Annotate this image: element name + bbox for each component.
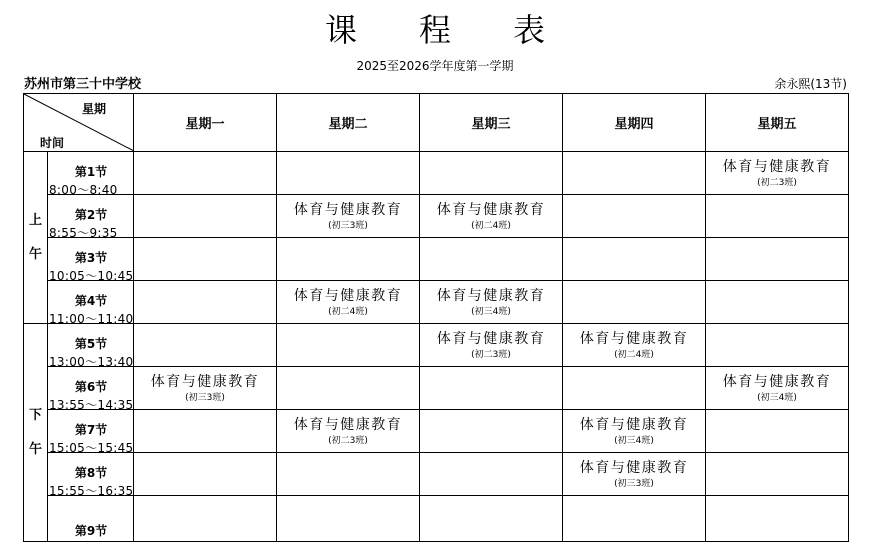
period-name: 第7节 bbox=[74, 423, 108, 437]
schedule-cell[interactable] bbox=[134, 238, 277, 281]
schedule-cell[interactable] bbox=[277, 367, 420, 410]
subject-name: 体育与健康教育 bbox=[579, 460, 689, 476]
schedule-cell[interactable] bbox=[706, 453, 849, 496]
day-header-wed: 星期三 bbox=[420, 94, 563, 152]
period-time: 13:55～14:35 bbox=[49, 398, 134, 412]
schedule-cell[interactable] bbox=[277, 281, 420, 324]
subject-name: 体育与健康教育 bbox=[579, 417, 689, 433]
subject-name: 体育与健康教育 bbox=[150, 374, 260, 390]
period-row bbox=[24, 410, 849, 453]
period-label-cell bbox=[48, 324, 134, 367]
subject-name: 体育与健康教育 bbox=[722, 374, 832, 390]
schedule-cell[interactable] bbox=[134, 281, 277, 324]
schedule-cell[interactable] bbox=[420, 496, 563, 542]
period-row bbox=[24, 195, 849, 238]
afternoon-label bbox=[24, 324, 48, 542]
schedule-cell[interactable] bbox=[134, 496, 277, 542]
schedule-cell[interactable] bbox=[420, 324, 563, 367]
term-subtitle: 2025至2026学年度第一学期 bbox=[356, 59, 514, 73]
schedule-cell[interactable] bbox=[706, 324, 849, 367]
subject-name: 体育与健康教育 bbox=[722, 159, 832, 175]
period-row bbox=[24, 324, 849, 367]
schedule-cell[interactable] bbox=[706, 281, 849, 324]
period-row bbox=[24, 152, 849, 195]
class-name: (初二3班) bbox=[471, 350, 511, 360]
class-name: (初三3班) bbox=[328, 221, 368, 231]
schedule-cell[interactable] bbox=[563, 195, 706, 238]
schedule-cell[interactable] bbox=[706, 195, 849, 238]
period-row bbox=[24, 238, 849, 281]
day-header-tue: 星期二 bbox=[277, 94, 420, 152]
class-name: (初二4班) bbox=[614, 350, 654, 360]
page-title: 课程表 bbox=[324, 11, 607, 49]
period-time: 15:05～15:45 bbox=[49, 441, 134, 455]
period-row bbox=[24, 496, 849, 542]
period-time: 10:05～10:45 bbox=[49, 269, 134, 283]
period-row bbox=[24, 281, 849, 324]
morning-label bbox=[24, 152, 48, 324]
schedule-cell[interactable] bbox=[420, 367, 563, 410]
schedule-cell[interactable] bbox=[277, 410, 420, 453]
period-row bbox=[24, 367, 849, 410]
period-time: 15:55～16:35 bbox=[49, 484, 134, 498]
class-name: (初三4班) bbox=[614, 436, 654, 446]
schedule-cell[interactable] bbox=[420, 410, 563, 453]
schedule-cell[interactable] bbox=[706, 367, 849, 410]
period-row bbox=[24, 453, 849, 496]
schedule-cell[interactable] bbox=[563, 152, 706, 195]
corner-header bbox=[24, 94, 134, 152]
corner-time-label: 时间 bbox=[40, 136, 65, 150]
timetable bbox=[23, 93, 849, 542]
schedule-cell[interactable] bbox=[420, 152, 563, 195]
schedule-cell[interactable] bbox=[134, 453, 277, 496]
period-label-cell bbox=[48, 152, 134, 195]
corner-day-label: 星期 bbox=[82, 102, 107, 116]
schedule-cell[interactable] bbox=[420, 195, 563, 238]
schedule-cell[interactable] bbox=[277, 238, 420, 281]
schedule-cell[interactable] bbox=[134, 367, 277, 410]
period-time: 8:00～8:40 bbox=[49, 183, 118, 197]
period-name: 第1节 bbox=[74, 165, 108, 179]
schedule-cell[interactable] bbox=[706, 410, 849, 453]
schedule-cell[interactable] bbox=[420, 453, 563, 496]
schedule-cell[interactable] bbox=[563, 496, 706, 542]
class-name: (初三3班) bbox=[185, 393, 225, 403]
schedule-cell[interactable] bbox=[277, 324, 420, 367]
class-name: (初二4班) bbox=[471, 221, 511, 231]
school-name: 苏州市第三十中学校 bbox=[24, 77, 142, 92]
period-label-cell bbox=[48, 195, 134, 238]
schedule-cell[interactable] bbox=[563, 367, 706, 410]
class-name: (初二3班) bbox=[757, 178, 797, 188]
period-name: 第3节 bbox=[74, 251, 108, 265]
class-name: (初三4班) bbox=[757, 393, 797, 403]
schedule-cell[interactable] bbox=[563, 238, 706, 281]
half-day-text: 上午 bbox=[28, 212, 42, 262]
schedule-cell[interactable] bbox=[277, 496, 420, 542]
subject-name: 体育与健康教育 bbox=[436, 202, 546, 218]
period-label-cell bbox=[48, 453, 134, 496]
schedule-cell[interactable] bbox=[563, 453, 706, 496]
period-label-cell bbox=[48, 238, 134, 281]
day-header-thu: 星期四 bbox=[563, 94, 706, 152]
period-name: 第2节 bbox=[74, 208, 108, 222]
period-time: 13:00～13:40 bbox=[49, 355, 134, 369]
period-name: 第6节 bbox=[74, 380, 108, 394]
header-row bbox=[24, 94, 849, 152]
class-name: (初二3班) bbox=[328, 436, 368, 446]
subject-name: 体育与健康教育 bbox=[436, 331, 546, 347]
subject-name: 体育与健康教育 bbox=[579, 331, 689, 347]
period-name: 第5节 bbox=[74, 337, 108, 351]
schedule-cell[interactable] bbox=[563, 410, 706, 453]
subject-name: 体育与健康教育 bbox=[293, 288, 403, 304]
period-label-cell bbox=[48, 281, 134, 324]
schedule-cell[interactable] bbox=[706, 238, 849, 281]
class-name: (初二4班) bbox=[328, 307, 368, 317]
subject-name: 体育与健康教育 bbox=[293, 417, 403, 433]
schedule-cell[interactable] bbox=[277, 195, 420, 238]
class-name: (初三3班) bbox=[614, 479, 654, 489]
subject-name: 体育与健康教育 bbox=[293, 202, 403, 218]
day-header-fri: 星期五 bbox=[706, 94, 849, 152]
teacher-name: 余永熙(13节) bbox=[774, 77, 847, 91]
day-header-mon: 星期一 bbox=[134, 94, 277, 152]
period-label-cell bbox=[48, 410, 134, 453]
schedule-cell[interactable] bbox=[563, 324, 706, 367]
period-name: 第4节 bbox=[74, 294, 108, 308]
period-time: 11:00～11:40 bbox=[49, 312, 134, 326]
subject-name: 体育与健康教育 bbox=[436, 288, 546, 304]
schedule-cell[interactable] bbox=[134, 410, 277, 453]
period-name: 第8节 bbox=[74, 466, 108, 480]
schedule-cell[interactable] bbox=[134, 152, 277, 195]
period-label-cell bbox=[48, 496, 134, 542]
schedule-cell[interactable] bbox=[420, 238, 563, 281]
half-day-text: 下午 bbox=[28, 407, 42, 457]
period-name: 第9节 bbox=[74, 524, 108, 538]
schedule-cell[interactable] bbox=[706, 496, 849, 542]
schedule-cell[interactable] bbox=[277, 453, 420, 496]
class-name: (初三4班) bbox=[471, 307, 511, 317]
schedule-cell[interactable] bbox=[420, 281, 563, 324]
schedule-cell[interactable] bbox=[277, 152, 420, 195]
period-time: 8:55～9:35 bbox=[49, 226, 118, 240]
period-label-cell bbox=[48, 367, 134, 410]
schedule-cell[interactable] bbox=[563, 281, 706, 324]
schedule-cell[interactable] bbox=[134, 324, 277, 367]
schedule-cell[interactable] bbox=[134, 195, 277, 238]
schedule-cell[interactable] bbox=[706, 152, 849, 195]
